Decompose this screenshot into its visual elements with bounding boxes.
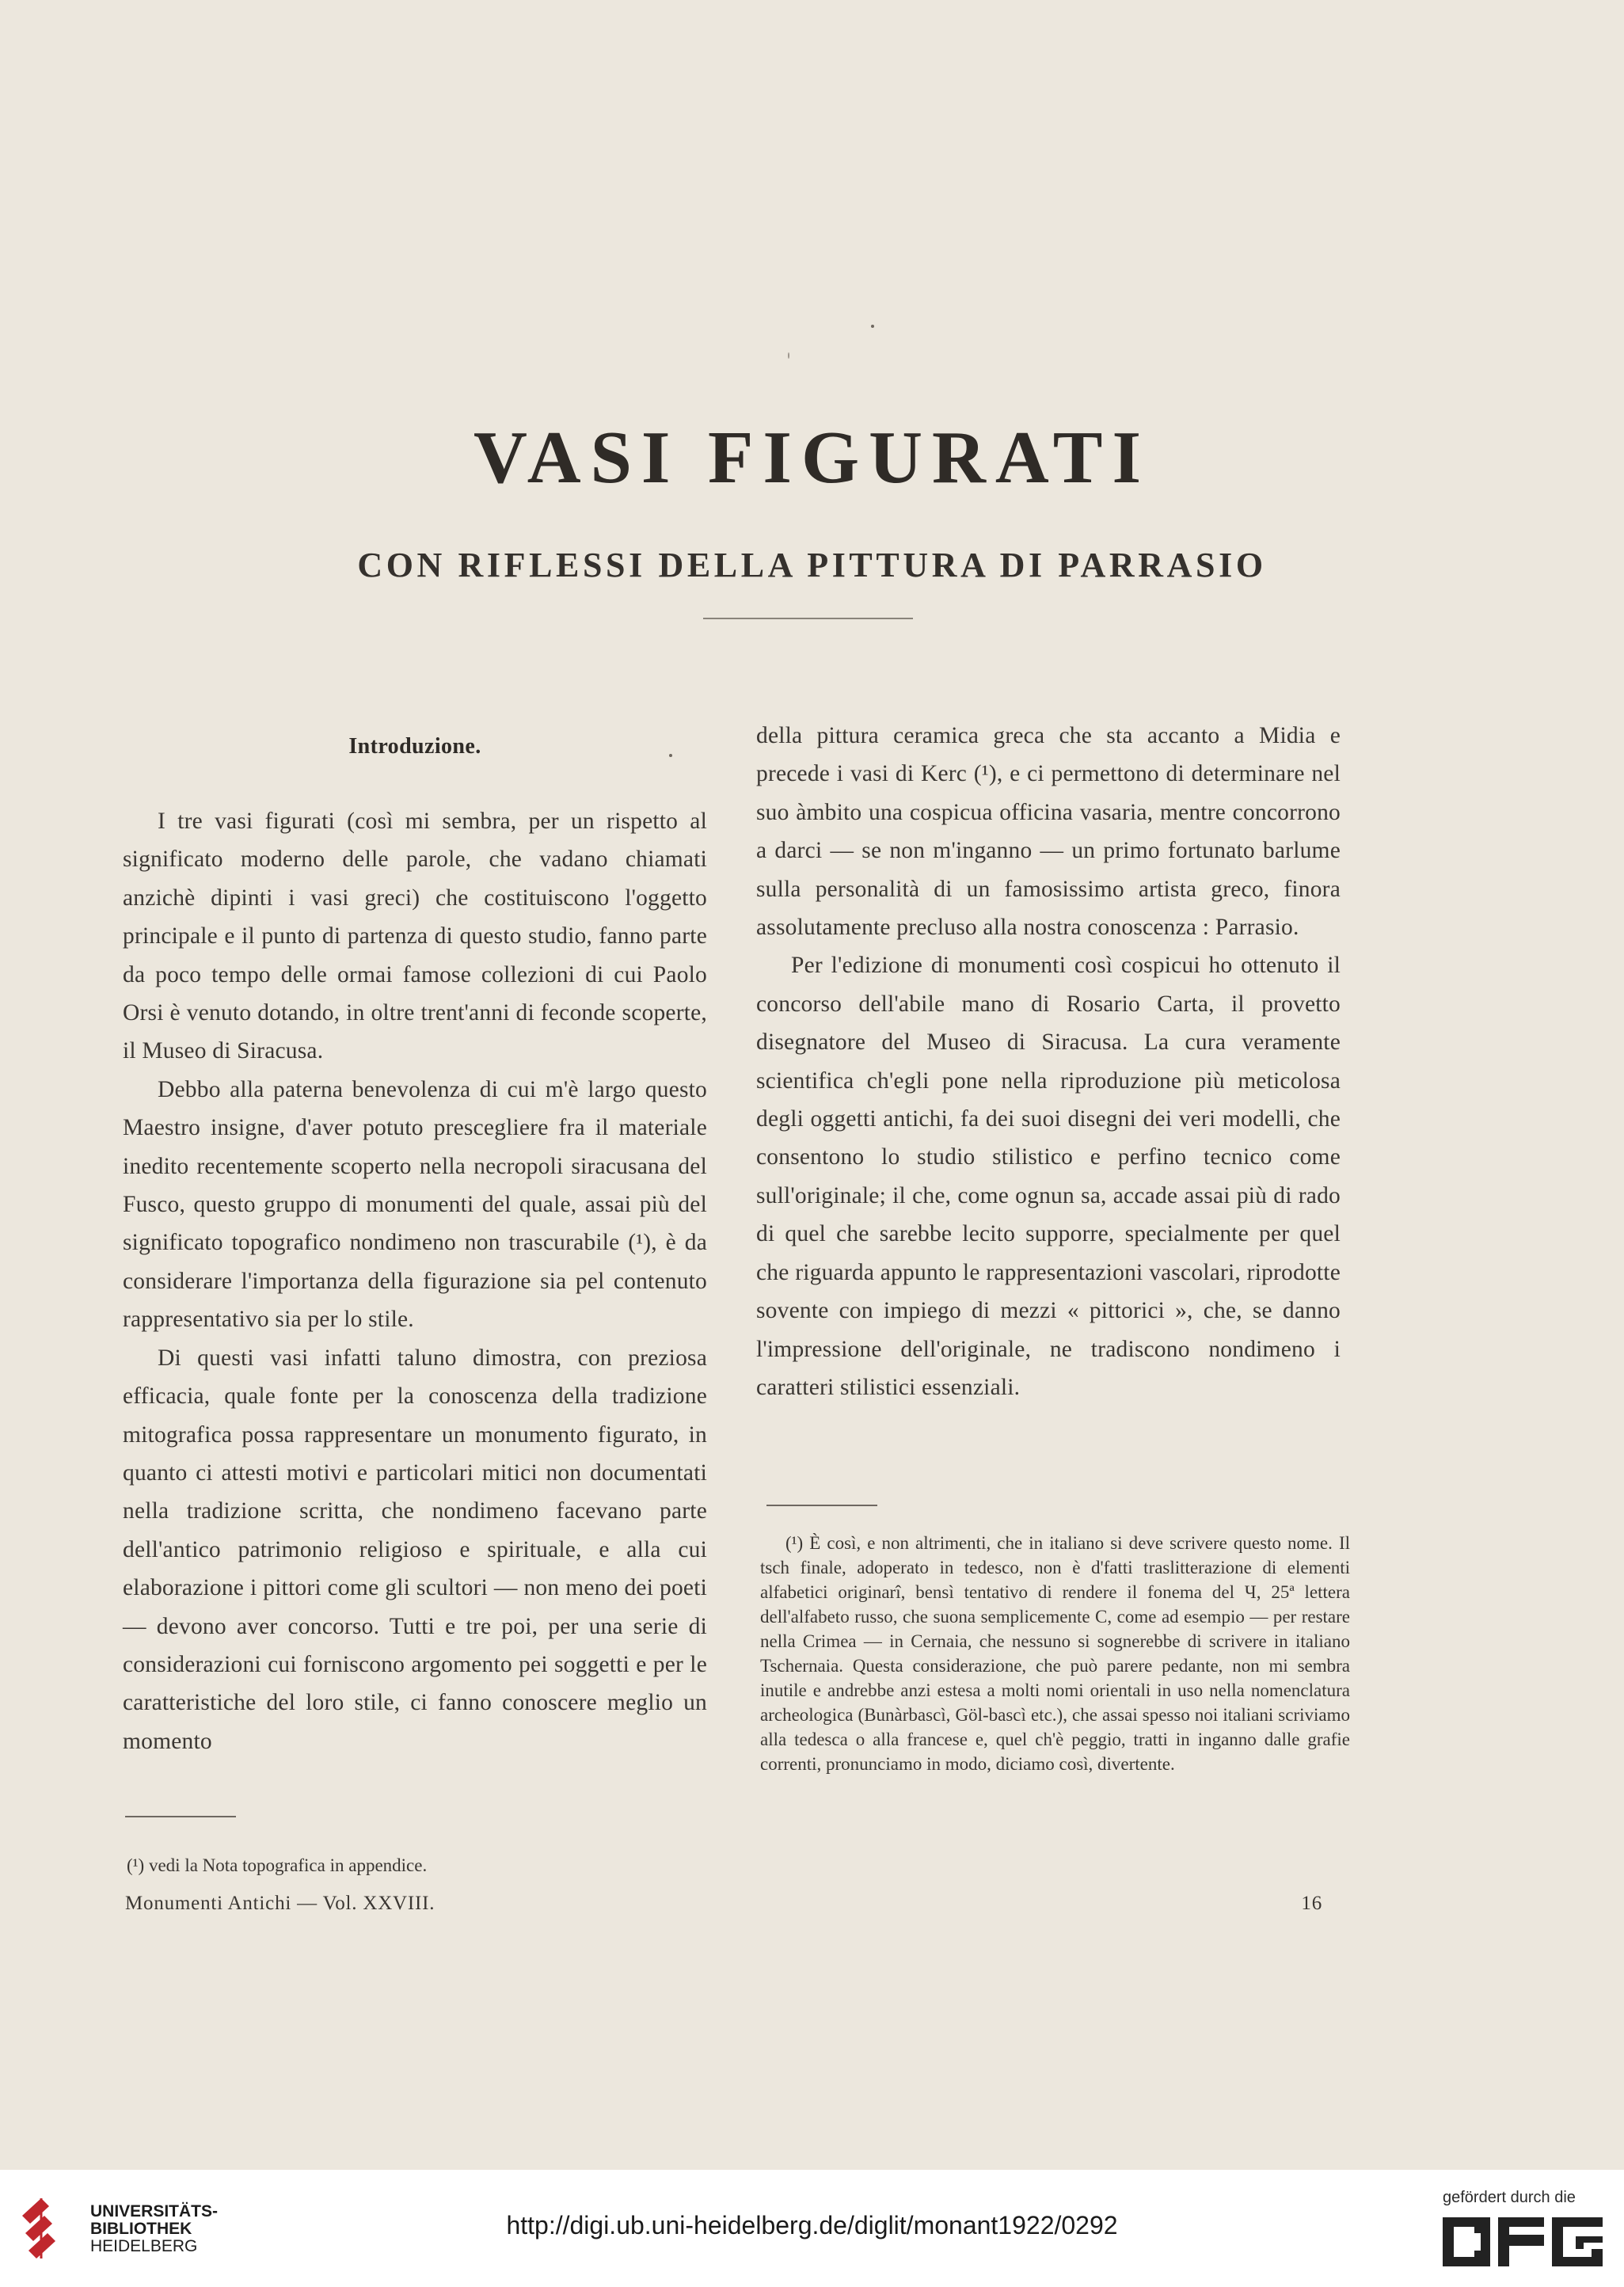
page-number: 16 [1301,1893,1322,1914]
library-footer-bar [0,2170,1624,2287]
paragraph: Debbo alla paterna benevolenza di cui m'è largo questo Maestro insigne, d'aver potuto prescegliere fra il materiale inedito recentemente scoperto nella necropoli siracusana del Fusco, questo gruppo di monumenti del quale, assai più del significato topografico nondimeno non trascurabile (¹), è da considerare l'importanza della figurazione sia pel contenuto rappresentativo sia per lo stile. [123,1076,707,1333]
left-column [123,717,707,1760]
footnote-rule [766,1505,877,1506]
funded-by-label: gefördert durch die [1443,2189,1576,2206]
page-title: VASI FIGURATI [473,416,1151,499]
footnote: (¹) vedi la Nota topografica in appendice. [127,1855,428,1875]
permalink-url[interactable]: http://digi.ub.uni-heidelberg.de/diglit/monant1922/0292 [506,2211,1118,2239]
journal-title: Monumenti Antichi — Vol. XXVIII. [125,1893,435,1914]
page-subtitle: CON RIFLESSI DELLA PITTURA DI PARRASIO [357,545,1267,584]
paragraph: I tre vasi figurati (così mi sembra, per un rispetto al significato moderno delle parole, che vadano chiamati anzichè dipinti i vasi greci) che costituiscono l'oggetto principale e il punto di partenza di questo studio, fanno parte da poco tempo delle ormai famose collezioni di cui Paolo Orsi è venuto dotando, in oltre trent'anni di feconde scoperte, il Museo di Siracusa. [123,809,707,1064]
right-column [756,717,1341,1406]
paper-speck [788,352,789,359]
paragraph: della pittura ceramica greca che sta accanto a Midia e precede i vasi di Kerc (¹), e ci permettono di determinare nel suo àmbito una cospicua officina vasaria, mentre concorrono a darci — se non m'inganno — un primo fortunato barlume sulla personalità di un famosissimo artista greco, finora assolutamente precluso alla nostra conoscenza : Parrasio. [756,723,1341,941]
dfg-logo-icon[interactable] [1443,2217,1603,2266]
institution-line: UNIVERSITÄTS- [90,2202,219,2220]
institution-line: HEIDELBERG [90,2237,198,2255]
paragraph: Di questi vasi infatti taluno dimostra, con preziosa efficacia, quale fonte per la conoscenza della tradizione mitografica possa rappresentare un monumento figurato, in quanto ci attesti motivi e particolari mitici non documentati nella tradizione scritta, che nondimeno facevano parte dell'antico patrimonio religioso e spirituale, e alla cui elaborazione i pittori come gli scultori — non meno dei poeti — devono aver concorso. Tutti e tre poi, per una serie di considerazioni cui forniscono argomento pei soggetti e per le caratteristiche del loro stile, ci fanno conoscere meglio un momento [123,1345,707,1754]
footnote-rule [125,1816,236,1817]
institution-line: BIBLIOTHEK [90,2220,192,2238]
section-heading: Introduzione. [348,734,481,759]
paragraph: Per l'edizione di monumenti così cospicui ho ottenuto il concorso dell'abile mano di Rosario Carta, il provetto disegnatore del Museo di Siracusa. La cura veramente scientifica ch'egli pone nella riproduzione più meticolosa degli oggetti antichi, fa dei suoi disegni dei veri modelli, che consentono lo studio stilistico e perfino tecnico come sull'originale; il che, come ognun sa, accade assai più di rado di quel che sarebbe lecito supporre, specialmente per quel che riguarda appunto le rappresentazioni vascolari, riprodotte sovente con impiego di mezzi « pittorici », che, se danno l'impressione dell'originale, ne tradiscono nondimeno i caratteri stilistici essenziali. [756,953,1341,1400]
title-divider [703,618,913,619]
footnote: (¹) È così, e non altrimenti, che in italiano si deve scrivere questo nome. Il tsch finale, adoperato in tedesco, non è d'fatti traslitterazione di elementi alfabetici originarî, bensì tentativo di rendere il fonema del Ч, 25ª lettera dell'alfabeto russo, che suona semplicemente C, come ad esempio — per restare nella Crimea — in Cernaia, che nessuno si sognerebbe di scrivere in italiano Tschernaia. Questa considerazione, che può parere pedante, non mi sembra inutile e andrebbe anzi estesa a molti nomi orientali in uso nella nomenclatura archeologica (Bunàrbascì, Göl-bascì etc.), che assai spesso noi italiani scriviamo alla tedesca o alla francese e, quel ch'è peggio, tratti in inganno dalle grafie correnti, pronunciamo in modo, diciamo così, divertente. [760,1533,1350,1774]
paper-speck [871,325,874,328]
running-footer [125,1893,1322,1915]
